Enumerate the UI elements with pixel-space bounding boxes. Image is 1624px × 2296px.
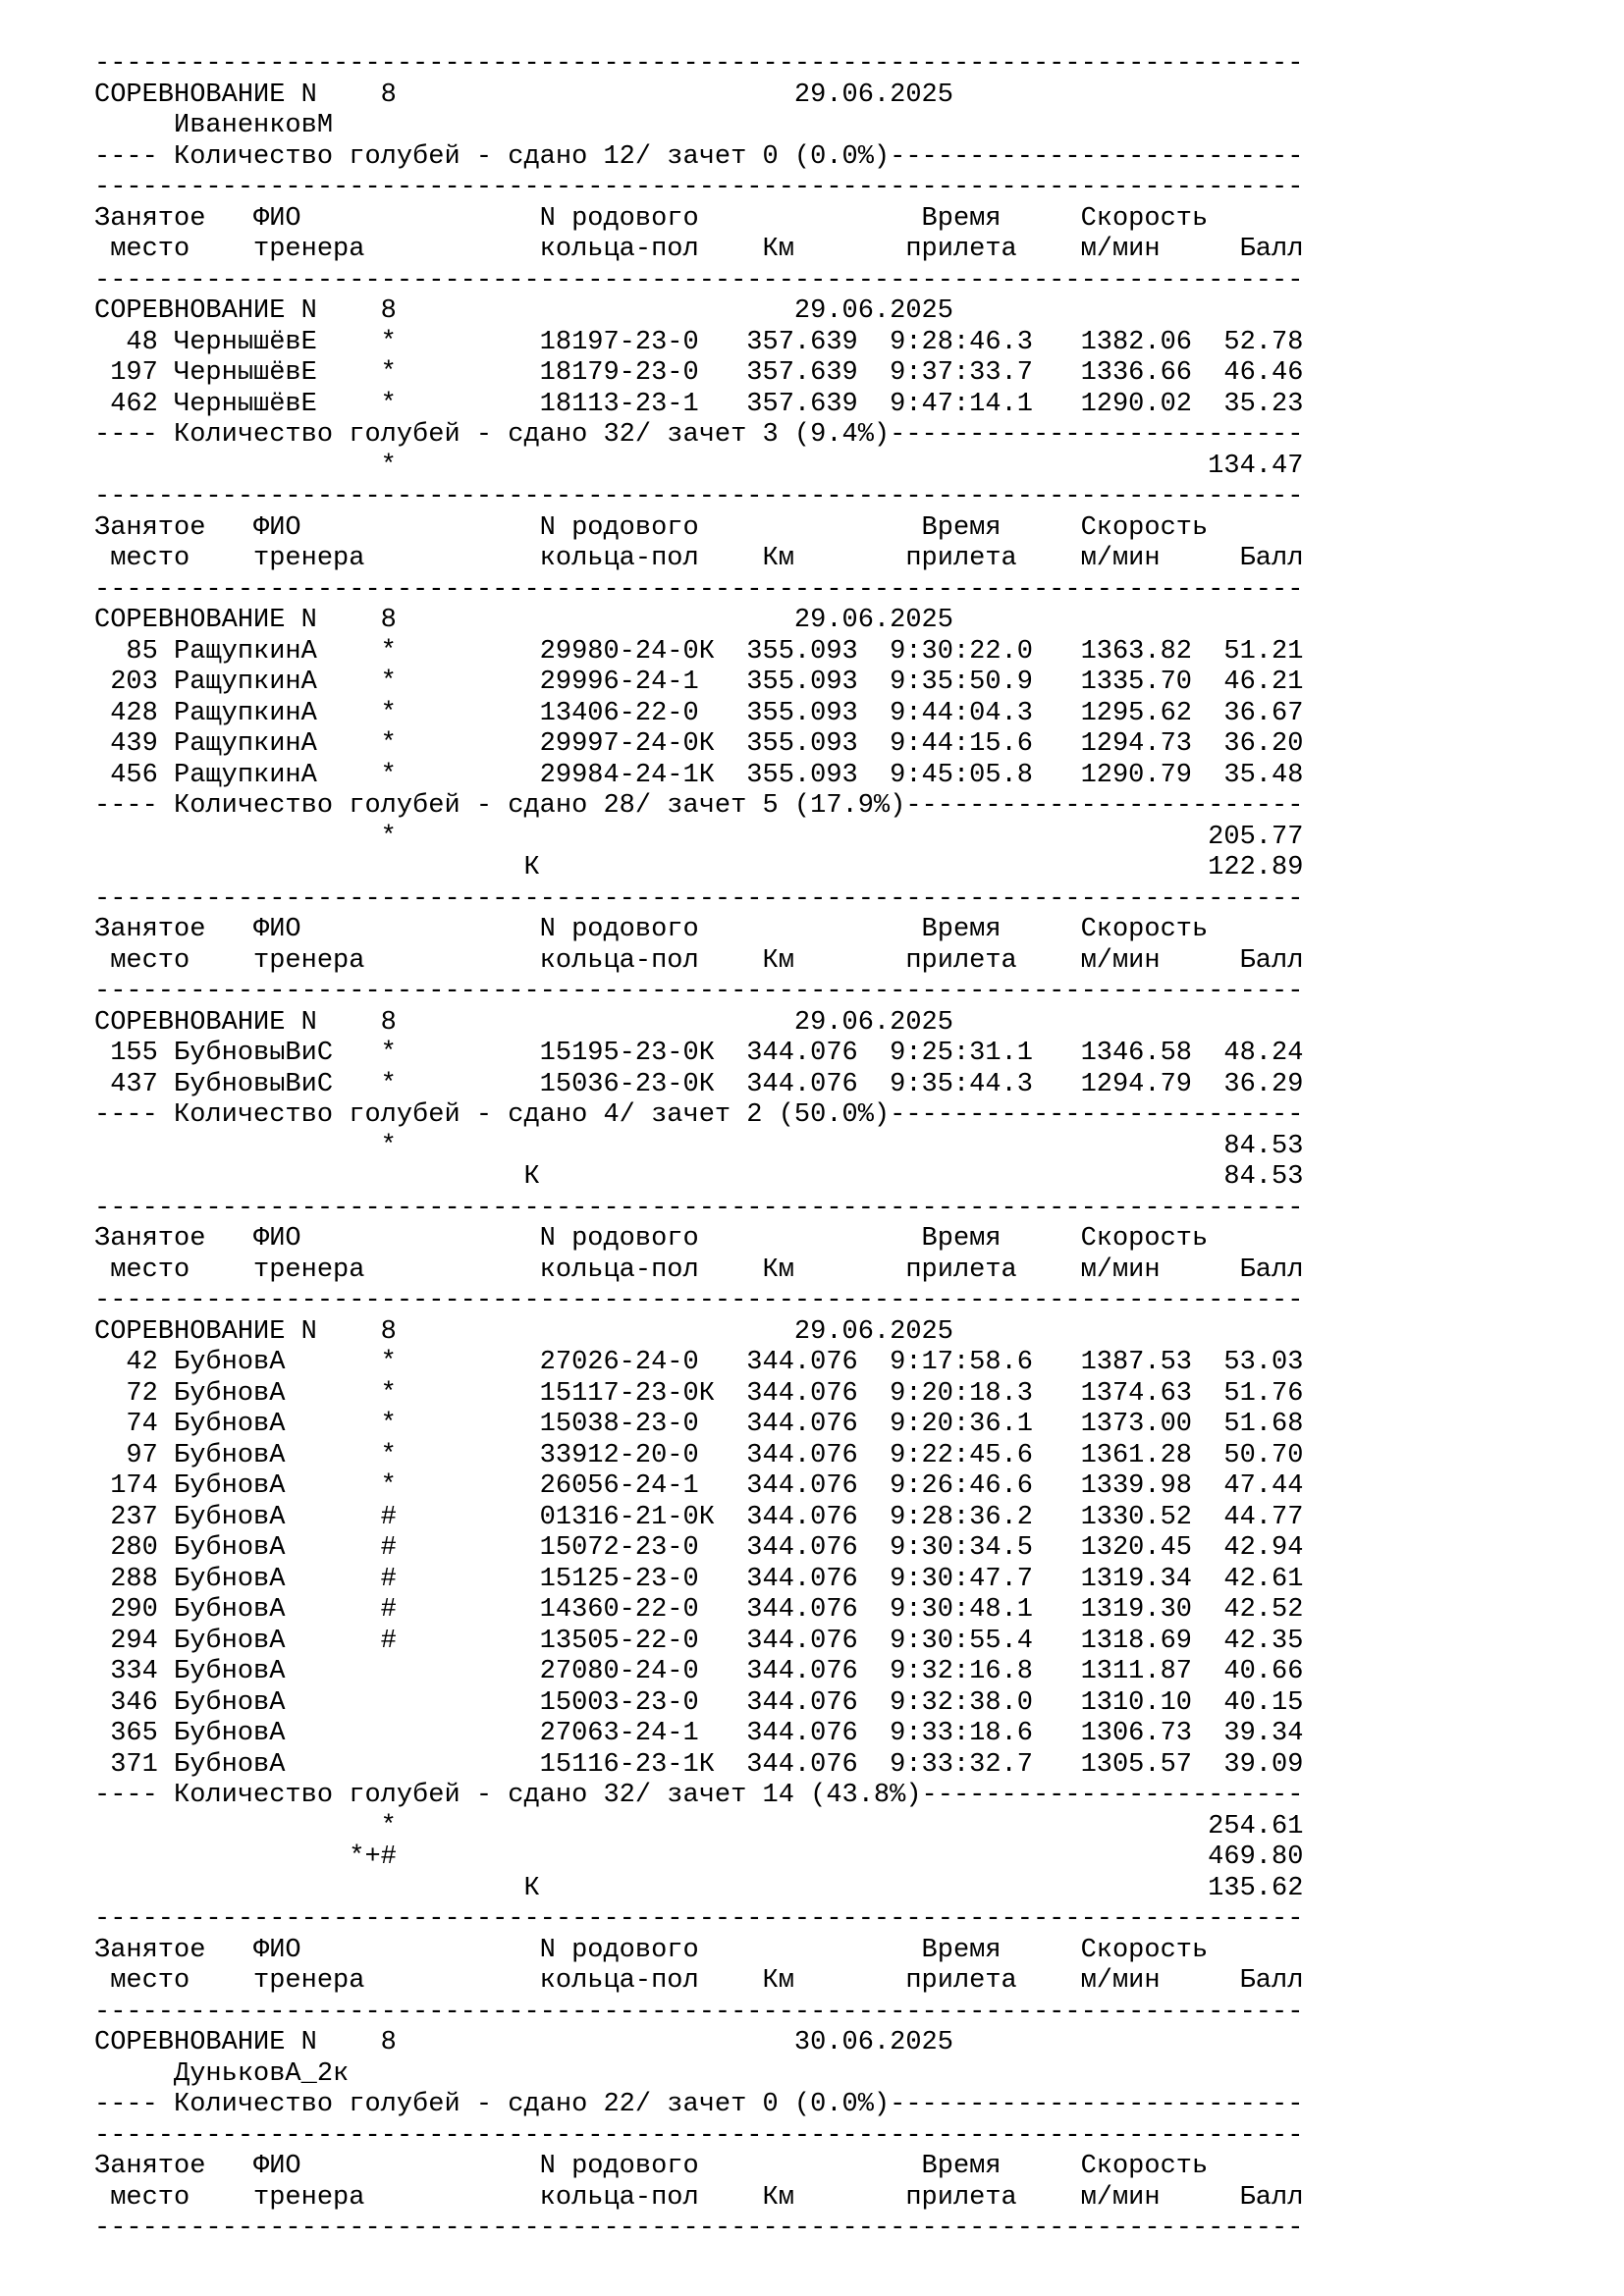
result-row: 428 РащупкинА * 13406-22-0 355.093 9:44:04.3 1295.62 36.67: [94, 698, 1304, 728]
category-total-line: К 135.62: [94, 1873, 1304, 1903]
competition-title-line: СОРЕВНОВАНИЕ N 8 30.06.2025: [94, 2028, 953, 2057]
separator-line: ----------------------------------------------------------------------------: [94, 883, 1304, 914]
separator-line: ----------------------------------------------------------------------------: [94, 1286, 1304, 1315]
separator-line: ----------------------------------------------------------------------------: [94, 2120, 1304, 2151]
result-row: 290 БубновА # 14360-22-0 344.076 9:30:48.1 1319.30 42.52: [94, 1595, 1304, 1625]
category-total-line: *+# 469.80: [94, 1842, 1304, 1872]
result-row: 294 БубновА # 13505-22-0 344.076 9:30:55.4 1318.69 42.35: [94, 1626, 1304, 1656]
table-header-row-1: Занятое ФИО N родового Время Скорость: [94, 512, 1209, 543]
result-row: 155 БубновыВиС * 15195-23-0К 344.076 9:25:31.1 1346.58 48.24: [94, 1039, 1304, 1068]
separator-line: ----------------------------------------------------------------------------: [94, 49, 1304, 79]
competition-title-line: СОРЕВНОВАНИЕ N 8 29.06.2025: [94, 296, 953, 326]
result-row: 174 БубновА * 26056-24-1 344.076 9:26:46.6 1339.98 47.44: [94, 1471, 1304, 1501]
table-header-row-1: Занятое ФИО N родового Время Скорость: [94, 915, 1209, 944]
separator-line: ----------------------------------------------------------------------------: [94, 1997, 1304, 2027]
table-header-row-1: Занятое ФИО N родового Время Скорость: [94, 1224, 1209, 1254]
pigeon-count-summary-line: ---- Количество голубей - сдано 22/ зачет 0 (0.0%)--------------------------: [94, 2090, 1304, 2119]
competition-title-line: СОРЕВНОВАНИЕ N 8 29.06.2025: [94, 606, 953, 635]
result-row: 42 БубновА * 27026-24-0 344.076 9:17:58.6 1387.53 53.03: [94, 1348, 1304, 1377]
result-row: 365 БубновА 27063-24-1 344.076 9:33:18.6 1306.73 39.34: [94, 1719, 1304, 1748]
category-total-line: К 84.53: [94, 1162, 1304, 1192]
category-total-line: * 254.61: [94, 1811, 1304, 1842]
table-header-row-1: Занятое ФИО N родового Время Скорость: [94, 203, 1209, 234]
result-row: 439 РащупкинА * 29997-24-0К 355.093 9:44:15.6 1294.73 36.20: [94, 729, 1304, 759]
result-row: 197 ЧернышёвЕ * 18179-23-0 357.639 9:37:33.7 1336.66 46.46: [94, 358, 1304, 388]
result-row: 48 ЧернышёвЕ * 18197-23-0 357.639 9:28:46.3 1382.06 52.78: [94, 327, 1304, 357]
table-header-row-2: место тренера кольца-пол Км прилета м/мин Балл: [94, 2182, 1304, 2213]
pigeon-count-summary-line: ---- Количество голубей - сдано 4/ зачет 2 (50.0%)--------------------------: [94, 1100, 1304, 1130]
separator-line: ----------------------------------------------------------------------------: [94, 173, 1304, 202]
pigeon-count-summary-line: ---- Количество голубей - сдано 32/ зачет 3 (9.4%)--------------------------: [94, 420, 1304, 450]
pigeon-count-summary-line: ---- Количество голубей - сдано 28/ зачет 5 (17.9%)-------------------------: [94, 791, 1304, 821]
table-header-row-2: место тренера кольца-пол Км прилета м/мин Балл: [94, 945, 1304, 976]
table-header-row-2: место тренера кольца-пол Км прилета м/мин Балл: [94, 1255, 1304, 1285]
pigeon-count-summary-line: ---- Количество голубей - сдано 32/ зачет 14 (43.8%)------------------------: [94, 1781, 1304, 1810]
category-total-line: * 134.47: [94, 451, 1304, 481]
result-row: 72 БубновА * 15117-23-0К 344.076 9:20:18.3 1374.63 51.76: [94, 1378, 1304, 1409]
competition-title-line: СОРЕВНОВАНИЕ N 8 29.06.2025: [94, 80, 953, 110]
result-row: 371 БубновА 15116-23-1К 344.076 9:33:32.7 1305.57 39.09: [94, 1749, 1304, 1780]
result-row: 334 БубновА 27080-24-0 344.076 9:32:16.8 1311.87 40.66: [94, 1657, 1304, 1686]
competition-title-line: СОРЕВНОВАНИЕ N 8 29.06.2025: [94, 1316, 953, 1347]
separator-line: ----------------------------------------------------------------------------: [94, 977, 1304, 1006]
separator-line: ----------------------------------------------------------------------------: [94, 482, 1304, 511]
separator-line: ----------------------------------------------------------------------------: [94, 265, 1304, 295]
trainer-name-line: ДуньковА_2к: [94, 2058, 350, 2089]
table-header-row-2: место тренера кольца-пол Км прилета м/мин Балл: [94, 1966, 1304, 1996]
result-row: 97 БубновА * 33912-20-0 344.076 9:22:45.6 1361.28 50.70: [94, 1440, 1304, 1470]
result-row: 346 БубновА 15003-23-0 344.076 9:32:38.0 1310.10 40.15: [94, 1687, 1304, 1718]
result-row: 288 БубновА # 15125-23-0 344.076 9:30:47.7 1319.34 42.61: [94, 1564, 1304, 1594]
separator-line: ----------------------------------------------------------------------------: [94, 1193, 1304, 1223]
separator-line: ----------------------------------------------------------------------------: [94, 1904, 1304, 1934]
table-header-row-2: место тренера кольца-пол Км прилета м/мин Балл: [94, 235, 1304, 264]
result-row: 456 РащупкинА * 29984-24-1К 355.093 9:45:05.8 1290.79 35.48: [94, 760, 1304, 790]
category-total-line: * 84.53: [94, 1131, 1304, 1161]
result-row: 85 РащупкинА * 29980-24-0К 355.093 9:30:22.0 1363.82 51.21: [94, 636, 1304, 667]
category-total-line: К 122.89: [94, 853, 1304, 882]
category-total-line: * 205.77: [94, 822, 1304, 852]
result-row: 237 БубновА # 01316-21-0К 344.076 9:28:36.2 1330.52 44.77: [94, 1502, 1304, 1532]
separator-line: ----------------------------------------------------------------------------: [94, 574, 1304, 605]
table-header-row-2: место тренера кольца-пол Км прилета м/мин Балл: [94, 544, 1304, 573]
pigeon-count-summary-line: ---- Количество голубей - сдано 12/ зачет 0 (0.0%)--------------------------: [94, 141, 1304, 172]
result-row: 74 БубновА * 15038-23-0 344.076 9:20:36.1 1373.00 51.68: [94, 1410, 1304, 1439]
competition-title-line: СОРЕВНОВАНИЕ N 8 29.06.2025: [94, 1007, 953, 1038]
result-row: 280 БубновА # 15072-23-0 344.076 9:30:34.5 1320.45 42.94: [94, 1533, 1304, 1563]
trainer-name-line: ИваненковМ: [94, 111, 334, 140]
result-row: 437 БубновыВиС * 15036-23-0К 344.076 9:35:44.3 1294.79 36.29: [94, 1069, 1304, 1099]
separator-line: ----------------------------------------------------------------------------: [94, 2214, 1304, 2243]
result-row: 203 РащупкинА * 29996-24-1 355.093 9:35:50.9 1335.70 46.21: [94, 667, 1304, 697]
table-header-row-1: Занятое ФИО N родового Время Скорость: [94, 1935, 1209, 1965]
table-header-row-1: Занятое ФИО N родового Время Скорость: [94, 2152, 1209, 2181]
result-row: 462 ЧернышёвЕ * 18113-23-1 357.639 9:47:14.1 1290.02 35.23: [94, 389, 1304, 419]
